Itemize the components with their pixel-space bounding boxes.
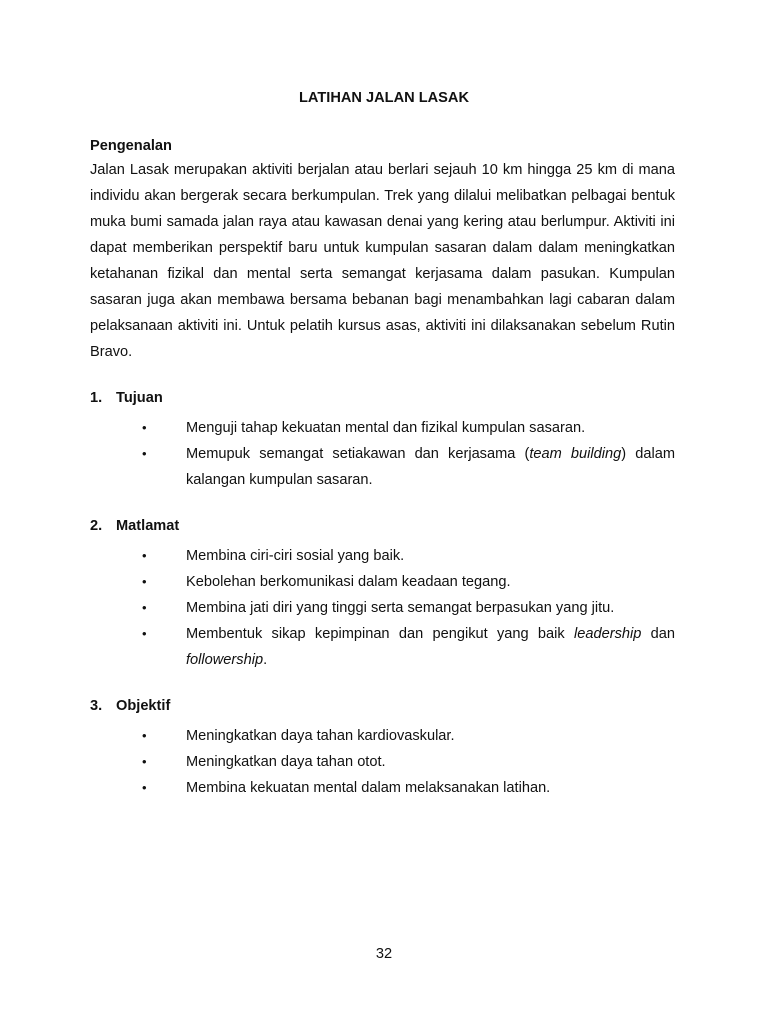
- section-heading: [90, 697, 675, 715]
- intro-heading: Pengenalan: [90, 138, 172, 154]
- bullet-list: [90, 723, 675, 801]
- list-item-italic: followership: [186, 652, 264, 668]
- bullet-icon: •: [142, 728, 147, 743]
- intro-paragraph: Jalan Lasak merupakan aktiviti berjalan atau berlari sejauh 10 km hingga 25 km di mana individu akan bergerak secara berkumpulan. Trek yang dilalui melibatkan pelbagai bentuk muka bumi samada jalan raya atau kawasan denai yang kering atau berlumpur. Aktiviti ini dapat memberikan perspektif baru untuk kumpulan sasaran dalam dalam meningkatkan ketahanan fizikal dan mental serta semangat kerjasama dalam pasukan. Kumpulan sasaran juga akan membawa bersama bebanan bagi menambahkan lagi cabaran dalam pelaksanaan aktiviti ini. Untuk pelatih kursus asas, aktiviti ini dilaksanakan sebelum Rutin Bravo.: [90, 162, 675, 360]
- list-item-text: .: [263, 652, 268, 668]
- section-heading: [90, 517, 675, 535]
- bullet-list: [90, 415, 675, 493]
- section-title: Matlamat: [116, 518, 180, 534]
- section-heading: [90, 389, 675, 407]
- document-title: LATIHAN JALAN LASAK: [299, 90, 469, 106]
- list-item-text: Membentuk sikap kepimpinan dan pengikut yang baik: [186, 626, 574, 642]
- list-item-text: Meningkatkan daya tahan kardiovaskular.: [186, 728, 455, 744]
- list-item-text: Membina kekuatan mental dalam melaksanakan latihan.: [186, 780, 551, 796]
- list-item-text: Meningkatkan daya tahan otot.: [186, 754, 386, 770]
- list-item: [90, 415, 675, 441]
- list-item-text: Membina jati diri yang tinggi serta semangat berpasukan yang jitu.: [186, 600, 615, 616]
- page-number: 32: [375, 946, 393, 962]
- list-item: [90, 595, 675, 621]
- bullet-list: [90, 543, 675, 673]
- list-item: [90, 441, 675, 493]
- bullet-icon: •: [142, 574, 147, 589]
- list-item: [90, 569, 675, 595]
- bullet-icon: •: [142, 600, 147, 615]
- bullet-icon: •: [142, 420, 147, 435]
- bullet-icon: •: [142, 446, 147, 461]
- bullet-icon: •: [142, 780, 147, 795]
- section-tujuan: [90, 389, 675, 493]
- section-number: 2.: [90, 518, 103, 534]
- intro-section: [90, 137, 675, 365]
- list-item-text: Membina ciri-ciri sosial yang baik.: [186, 548, 405, 564]
- list-item-italic: leadership: [574, 626, 642, 642]
- list-item-text: ) dalam kalangan kumpulan sasaran.: [186, 446, 675, 488]
- bullet-icon: •: [142, 754, 147, 769]
- list-item: [90, 749, 675, 775]
- bullet-icon: •: [142, 626, 147, 641]
- section-number: 1.: [90, 390, 103, 406]
- list-item-text: Memupuk semangat setiakawan dan kerjasama (: [186, 446, 530, 462]
- section-number: 3.: [90, 698, 103, 714]
- list-item-text: Menguji tahap kekuatan mental dan fizikal kumpulan sasaran.: [186, 420, 586, 436]
- list-item: [90, 775, 675, 801]
- list-item: [90, 723, 675, 749]
- section-title: Objektif: [116, 698, 171, 714]
- section-matlamat: [90, 517, 675, 673]
- bullet-icon: •: [142, 548, 147, 563]
- list-item-text: Kebolehan berkomunikasi dalam keadaan tegang.: [186, 574, 511, 590]
- list-item: [90, 543, 675, 569]
- list-item-text: dan: [641, 626, 675, 642]
- section-title: Tujuan: [116, 390, 163, 406]
- list-item-italic: team building: [529, 446, 622, 462]
- list-item: [90, 621, 675, 673]
- section-objektif: [90, 697, 675, 801]
